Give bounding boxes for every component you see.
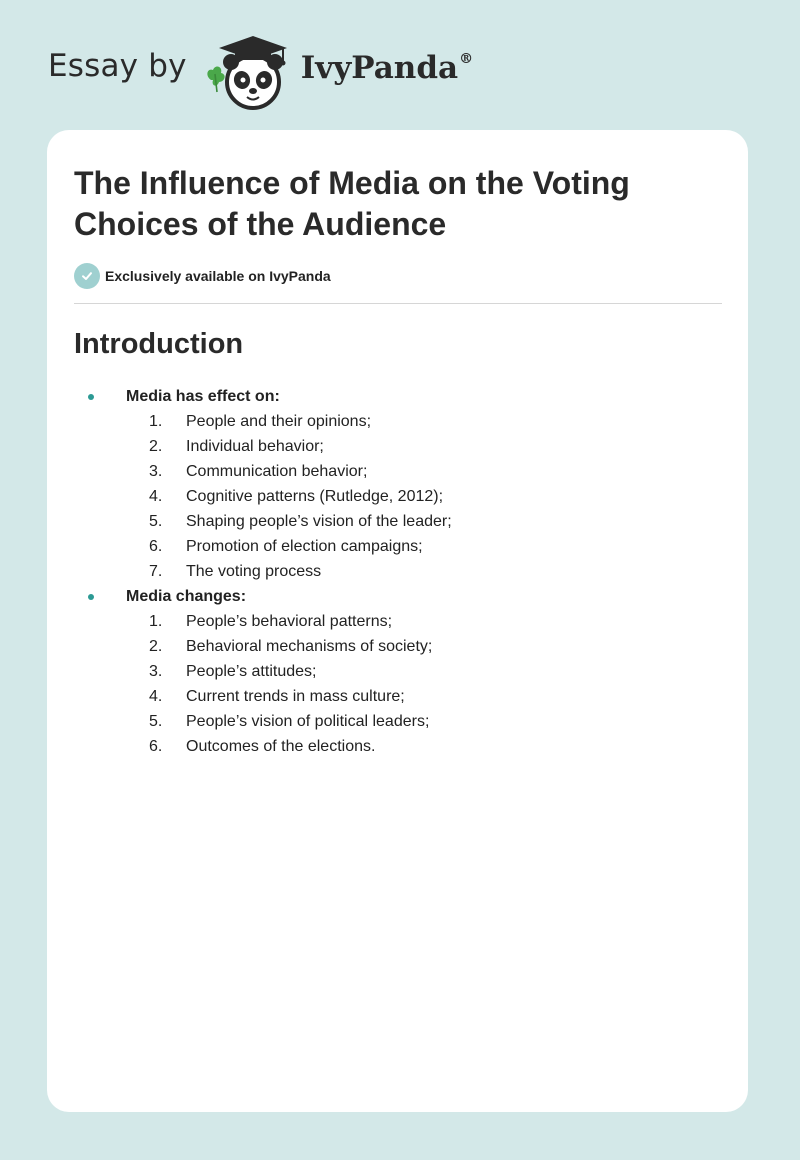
numbered-item [47, 409, 748, 434]
section-heading-introduction: Introduction [74, 328, 244, 360]
item-number: 5. [149, 713, 163, 730]
numbered-item [47, 634, 748, 659]
bullet-label: Media has effect on: [126, 388, 280, 405]
item-text: People’s attitudes; [186, 663, 317, 680]
item-text: People’s vision of political leaders; [186, 713, 430, 730]
item-number: 4. [149, 488, 163, 505]
bullet-dot-icon [88, 394, 94, 400]
numbered-item [47, 709, 748, 734]
numbered-item [47, 684, 748, 709]
item-text: Promotion of election campaigns; [186, 538, 423, 555]
item-number: 7. [149, 563, 163, 580]
bullet-dot-icon [88, 594, 94, 600]
item-text: Outcomes of the elections. [186, 738, 376, 755]
bullet-label: Media changes: [126, 588, 247, 605]
numbered-item [47, 459, 748, 484]
essay-title: The Influence of Media on the Voting Choices of the Audience [74, 165, 630, 242]
item-text: Current trends in mass culture; [186, 688, 405, 705]
item-text: Communication behavior; [186, 463, 368, 480]
brand-text: IvyPanda [300, 50, 459, 86]
essay-by-label: Essay by [48, 48, 187, 84]
item-number: 1. [149, 613, 163, 630]
exclusive-badge-text: Exclusively available on IvyPanda [105, 268, 331, 284]
item-number: 3. [149, 463, 163, 480]
item-text: Behavioral mechanisms of society; [186, 638, 433, 655]
numbered-item [47, 559, 748, 584]
introduction-content [47, 384, 748, 759]
registered-mark: ® [459, 50, 474, 67]
check-circle-icon [74, 263, 100, 289]
item-text: Shaping people’s vision of the leader; [186, 513, 452, 530]
item-text: Cognitive patterns (Rutledge, 2012); [186, 488, 444, 505]
exclusive-badge [74, 263, 331, 289]
item-number: 5. [149, 513, 163, 530]
numbered-item [47, 609, 748, 634]
brand-name[interactable] [301, 50, 473, 86]
bullet-item [47, 584, 748, 609]
item-number: 1. [149, 413, 163, 430]
numbered-item [47, 434, 748, 459]
item-text: The voting process [186, 563, 322, 580]
item-text: People’s behavioral patterns; [186, 613, 393, 630]
item-number: 2. [149, 638, 163, 655]
bullet-item [47, 384, 748, 409]
numbered-item [47, 484, 748, 509]
essay-card [47, 130, 748, 1112]
numbered-item [47, 734, 748, 759]
site-header [48, 30, 473, 110]
item-number: 3. [149, 663, 163, 680]
numbered-item [47, 534, 748, 559]
title-divider [74, 303, 722, 304]
item-number: 4. [149, 688, 163, 705]
numbered-item [47, 509, 748, 534]
item-text: Individual behavior; [186, 438, 324, 455]
numbered-item [47, 659, 748, 684]
item-number: 6. [149, 738, 163, 755]
item-number: 6. [149, 538, 163, 555]
item-text: People and their opinions; [186, 413, 372, 430]
item-number: 2. [149, 438, 163, 455]
panda-graduate-logo-icon[interactable] [203, 30, 295, 110]
